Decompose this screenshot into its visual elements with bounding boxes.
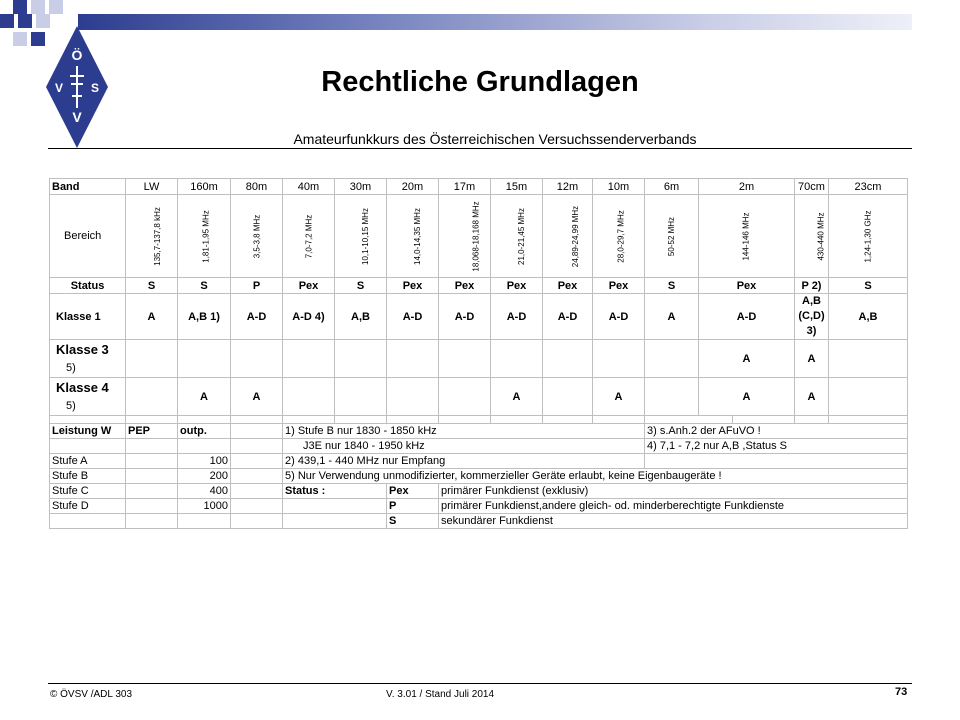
leistung-header-row (50, 424, 908, 439)
klasse1-cell: A,B (335, 294, 387, 340)
klasse3-cell (829, 340, 908, 378)
status-legend-label: Status : (283, 484, 387, 499)
klasse1-cell: A,B (829, 294, 908, 340)
band-cell: 70cm (795, 179, 829, 195)
klasse3-cell (231, 340, 283, 378)
note-2: 2) 439,1 - 440 MHz nur Empfang (283, 454, 645, 469)
status-cell: Pex (593, 278, 645, 294)
klasse3-cell (439, 340, 491, 378)
klasse1-label: Klasse 1 (50, 294, 126, 340)
klasse4-cell (829, 378, 908, 416)
bereich-cell: 14,0-14,35 MHz (412, 208, 422, 265)
leistung-label: Leistung W (50, 424, 126, 439)
status-cell: Pex (387, 278, 439, 294)
note-3: 3) s.Anh.2 der AFuVO ! (645, 424, 908, 439)
klasse4-cell: A (491, 378, 543, 416)
status-row (50, 278, 908, 294)
stufe-row (50, 454, 908, 469)
svg-text:V: V (54, 81, 64, 95)
band-cell: 12m (543, 179, 593, 195)
klasse1-cell: A (126, 294, 178, 340)
page-title: Rechtliche Grundlagen (321, 66, 639, 98)
stufe-value: 200 (178, 469, 231, 484)
stufe-label: Stufe C (50, 484, 126, 499)
klasse4-cell: A (795, 378, 829, 416)
page-subtitle: Amateurfunkkurs des Österreichischen Versuchssenderverbands (293, 131, 697, 147)
stufe-label: Stufe B (50, 469, 126, 484)
bereich-cell: 28,0-29,7 MHz (616, 210, 626, 263)
klasse4-cell: A (699, 378, 795, 416)
bereich-cell: 10,1-10,15 MHz (360, 208, 370, 265)
klasse3-cell: A (699, 340, 795, 378)
svg-text:Ö: Ö (71, 47, 83, 63)
bereich-cell: 7,0-7,2 MHz (303, 214, 313, 259)
klasse1-cell: A-D (491, 294, 543, 340)
klasse4-cell (543, 378, 593, 416)
frequency-table (49, 178, 908, 529)
header-gradient-bar (78, 14, 912, 30)
band-cell: 15m (491, 179, 543, 195)
header-divider (48, 148, 912, 149)
legend-desc: primärer Funkdienst (exklusiv) (439, 484, 908, 499)
bereich-cell: 21,0-21,45 MHz (516, 208, 526, 265)
status-cell: S (335, 278, 387, 294)
status-cell: S (829, 278, 908, 294)
klasse3-cell (491, 340, 543, 378)
legend-code: P (387, 499, 439, 514)
klasse1-cell: A-D 4) (283, 294, 335, 340)
klasse1-cell: A-D (439, 294, 491, 340)
band-cell: 23cm (829, 179, 908, 195)
klasse3-cell (283, 340, 335, 378)
status-cell: S (645, 278, 699, 294)
svg-text:S: S (90, 81, 100, 95)
bereich-cell: 24,89-24,99 MHz (571, 205, 581, 268)
band-label: Band (50, 179, 126, 195)
bereich-cell: 18,068-18,168 MHz (471, 201, 481, 272)
bereich-cell: 3,5-3,8 MHz (251, 214, 261, 259)
page-number: 73 (895, 686, 908, 698)
band-row (50, 179, 908, 195)
band-cell: 30m (335, 179, 387, 195)
status-cell: P 2) (795, 278, 829, 294)
status-cell: Pex (543, 278, 593, 294)
klasse4-cell (387, 378, 439, 416)
bereich-cell: 135,7-137,8 kHz (152, 207, 162, 266)
bereich-cell: 1,24-1,30 GHz (863, 210, 873, 263)
klasse3-note: 5) (66, 361, 76, 374)
status-cell: S (178, 278, 231, 294)
klasse4-cell (283, 378, 335, 416)
status-cell: P (231, 278, 283, 294)
klasse1-cell: A-D (231, 294, 283, 340)
note-1b: J3E nur 1840 - 1950 kHz (283, 439, 645, 454)
band-cell: 20m (387, 179, 439, 195)
band-cell: 17m (439, 179, 491, 195)
band-cell: 6m (645, 179, 699, 195)
band-cell: 2m (699, 179, 795, 195)
bereich-cell: 144-146 MHz (742, 212, 751, 261)
klasse4-cell: A (593, 378, 645, 416)
footer-divider (48, 683, 912, 684)
status-cell: S (126, 278, 178, 294)
stufe-value: 100 (178, 454, 231, 469)
klasse4-cell (439, 378, 491, 416)
klasse3-cell (178, 340, 231, 378)
band-cell: LW (126, 179, 178, 195)
klasse3-cell (543, 340, 593, 378)
bereich-label: Bereich (50, 195, 126, 278)
klasse3-label: Klasse 3 (56, 341, 109, 357)
klasse4-cell: A (231, 378, 283, 416)
klasse1-cell: A,B 1) (178, 294, 231, 340)
klasse3-cell (593, 340, 645, 378)
stufe-label: Stufe D (50, 499, 126, 514)
klasse3-cell (387, 340, 439, 378)
bereich-row (50, 195, 908, 278)
status-cell: Pex (491, 278, 543, 294)
klasse3-cell (645, 340, 699, 378)
klasse1-row (50, 294, 908, 340)
klasse1-cell: A-D (593, 294, 645, 340)
note-1: 1) Stufe B nur 1830 - 1850 kHz (283, 424, 645, 439)
note-4: 4) 7,1 - 7,2 nur A,B ,Status S (645, 439, 908, 454)
footer-copyright: © ÖVSV /ADL 303 (50, 689, 133, 700)
klasse3-cell (335, 340, 387, 378)
klasse1-cell: A (645, 294, 699, 340)
klasse3-cell: A (795, 340, 829, 378)
svg-text:V: V (72, 109, 82, 125)
band-cell: 80m (231, 179, 283, 195)
band-cell: 160m (178, 179, 231, 195)
pep-label: PEP (126, 424, 178, 439)
klasse4-row (50, 378, 908, 416)
klasse1-cell: A-D (387, 294, 439, 340)
klasse3-cell (126, 340, 178, 378)
klasse1-cell: A-D (699, 294, 795, 340)
legend-desc: primärer Funkdienst,andere gleich- od. minderberechtigte Funkdienste (439, 499, 908, 514)
footer-version: V. 3.01 / Stand Juli 2014 (386, 689, 495, 700)
bereich-cell: 50-52 MHz (667, 216, 676, 257)
band-cell: 40m (283, 179, 335, 195)
status-cell: Pex (439, 278, 491, 294)
stufe-value: 400 (178, 484, 231, 499)
klasse3-row (50, 340, 908, 378)
status-cell: Pex (699, 278, 795, 294)
klasse1-cell: A-D (543, 294, 593, 340)
outp-label: outp. (178, 424, 231, 439)
status-cell: Pex (283, 278, 335, 294)
klasse4-cell (335, 378, 387, 416)
stufe-value: 1000 (178, 499, 231, 514)
klasse4-cell: A (178, 378, 231, 416)
stufe-label: Stufe A (50, 454, 126, 469)
klasse4-label: Klasse 4 (56, 379, 109, 395)
legend-code: S (387, 514, 439, 529)
note-5: 5) Nur Verwendung unmodifizierter, kommerzieller Geräte erlaubt, keine Eigenbaugeräte ! (283, 469, 908, 484)
legend-desc: sekundärer Funkdienst (439, 514, 908, 529)
stufe-row (50, 469, 908, 484)
legend-code: Pex (387, 484, 439, 499)
stufe-row (50, 484, 908, 499)
bereich-cell: 430-440 MHz (816, 212, 826, 261)
klasse4-cell (645, 378, 699, 416)
klasse1-cell: A,B (C,D) 3) (795, 294, 829, 340)
status-label: Status (50, 278, 126, 294)
bereich-cell: 1,81-1,95 MHz (201, 210, 211, 263)
stufe-row (50, 499, 908, 514)
klasse4-cell (126, 378, 178, 416)
band-cell: 10m (593, 179, 645, 195)
klasse4-note: 5) (66, 399, 76, 412)
